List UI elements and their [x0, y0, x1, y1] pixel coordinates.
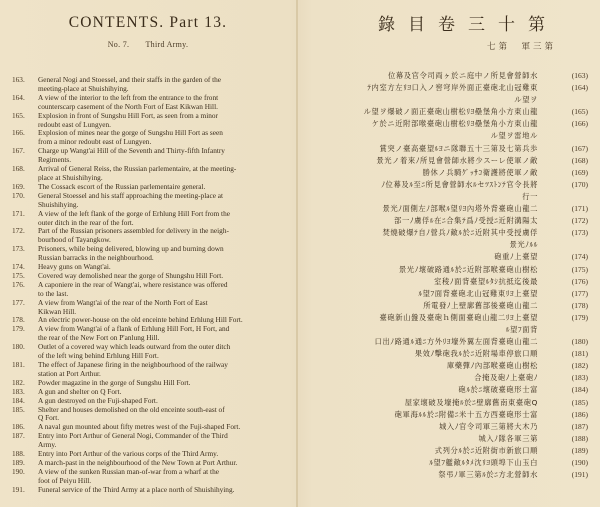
entry-text: meeting-place at Shuishihying.	[38, 83, 129, 93]
entry-text: Heavy guns on Wangt'ai.	[38, 262, 111, 272]
japanese-entry-number: (183)	[571, 373, 588, 383]
entry-text: Explosion in front of Sungshu Hill Fort, as seen from a minor	[38, 110, 218, 120]
japanese-entry	[318, 276, 588, 288]
japanese-subtitle: 七第 軍三第	[486, 42, 556, 52]
japanese-entry	[318, 118, 588, 130]
japanese-entry	[318, 288, 588, 300]
japanese-entry	[318, 348, 588, 360]
japanese-entry-number: (167)	[571, 143, 588, 153]
japanese-entry-number: (185)	[571, 397, 588, 407]
japanese-entry	[318, 239, 588, 251]
entry-text: Entry into Port Arthur of General Nogi, Commander of the Third	[38, 431, 228, 441]
japanese-entry-number: (187)	[571, 421, 588, 431]
entry-text: The Cossack escort of the Russian parlementaire general.	[38, 181, 206, 191]
japanese-entry-number: (177)	[571, 288, 588, 298]
japanese-entry-text: 賞突ノ臺高臺望ﾙﾖニ隊聯五十三第及七第兵歩	[379, 143, 538, 153]
japanese-entry-number: (178)	[571, 300, 588, 310]
entry-text: An electric power-house on the old enceinte behind Erhlung Hill Fort.	[38, 315, 243, 325]
japanese-entry-number: (189)	[571, 445, 588, 455]
entry-text: the rear of the New Fort on P'anlung Hill.	[38, 333, 160, 343]
japanese-entry-text: 所電發ﾉ上壁廓舊部後臺砲山龍二	[423, 300, 538, 310]
japanese-entry-number: (180)	[571, 337, 588, 347]
japanese-entry-text: 口出ﾉ路通ﾙ通ﾆ方外ﾘﾖ壕外翼左面背臺砲山龍二	[374, 337, 538, 347]
entry-number: 183.	[12, 386, 25, 396]
right-page	[298, 0, 600, 507]
entry-text: outer ditch in the rear of the fort.	[38, 217, 134, 227]
entry-number: 179.	[12, 324, 25, 334]
entry-text: Entry into Port Arthur of the various corps of the Third Army.	[38, 449, 219, 459]
japanese-entry	[318, 312, 588, 324]
entry-text: A view of the sunken Russian man-of-war from a wharf at the	[38, 466, 219, 476]
japanese-entry-text: 位幕及官令司両ヶ於ニ庭中ノ所見會營師水	[387, 71, 538, 80]
entry-text: A view of the interior to the left from the entrance to the front	[38, 92, 219, 102]
japanese-entry	[318, 300, 588, 312]
entry-text: A march-past in the neighbourhood of the New Town at Port Arthur.	[38, 457, 238, 467]
entry-text: to the last.	[38, 288, 69, 298]
entry-text: Regiments.	[38, 155, 72, 165]
japanese-entry	[318, 203, 588, 215]
entry-number: 188.	[12, 449, 25, 459]
entry-number: 182.	[12, 377, 25, 387]
japanese-entry-text: 勝休ノ兵騎ｸﾞｯｻｺ衛護將使軍ノ敵	[422, 167, 538, 177]
japanese-entry-text: 景光ノ着來ﾉ所見會營師水將少スーレ使軍ノ敵	[376, 155, 538, 165]
japanese-entry-number: (184)	[571, 385, 588, 395]
japanese-entry-number	[538, 130, 588, 142]
japanese-entry	[318, 469, 588, 481]
japanese-entry-text: 合掩及砲ﾉ上臺砲ﾉ	[474, 373, 538, 383]
japanese-entry-text: 砲ﾙ於ﾆ壞破臺砲形士富	[458, 385, 538, 395]
entry-text: A caponiere in the rear of Wangt'ai, where resistance was offered	[38, 279, 228, 289]
entry-number: 178.	[12, 315, 25, 325]
japanese-entry-number: (165)	[571, 107, 588, 117]
japanese-entry-text: 果效ﾉ擊砲我ﾙ於ﾆ近附場車停旅口順	[414, 349, 538, 359]
entry-text: A view from Wangt'ai of a flank of Erhlung Hill Fort, H Fort, and	[38, 324, 230, 334]
japanese-entry	[318, 324, 588, 336]
contents-entry	[12, 486, 292, 495]
entry-text: station at Port Arthur.	[38, 368, 101, 378]
entry-text: Outlet of a covered way which leads outward from the outer ditch	[38, 342, 231, 352]
entry-text: Powder magazine in the gorge of Sungshu Hill Fort.	[38, 377, 191, 387]
japanese-entry-number: (169)	[571, 167, 588, 177]
japanese-entry-text: 景光ﾉ面側左ﾉ部喉ﾙ望ﾘﾖ內塔外背臺砲山龍二	[382, 204, 538, 214]
japanese-entry-number: (166)	[571, 119, 588, 129]
japanese-entry-number: (181)	[571, 349, 588, 359]
japanese-entry-number: (173)	[571, 228, 588, 238]
entry-text: Russian barracks in the neighbourhood.	[38, 253, 154, 263]
japanese-entry	[318, 360, 588, 372]
left-page	[0, 0, 296, 507]
entry-number: 184.	[12, 395, 25, 405]
entry-number: 190.	[12, 466, 25, 476]
japanese-entry-text: 祭弔ﾉ軍三第ﾙ於ﾆ方北營師水	[438, 470, 538, 480]
japanese-entry	[318, 191, 588, 203]
japanese-entry-number: (170)	[571, 179, 588, 189]
japanese-entry	[318, 264, 588, 276]
entry-number: 180.	[12, 342, 25, 352]
entry-text: Shelter and houses demolished on the old enceinte south-east of	[38, 404, 225, 414]
japanese-entry-text: 景光ﾉﾙﾙ	[509, 240, 538, 250]
entry-number: 164.	[12, 92, 25, 102]
japanese-entry	[318, 143, 588, 155]
entry-text: A naval gun mounted about fifty metres west of the Fuji-shaped Fort.	[38, 422, 241, 432]
entry-number: 165.	[12, 110, 25, 120]
number-label: No. 7.	[107, 40, 130, 49]
japanese-entry-text: 部一ﾉ虜俘ﾙ在ﾆ合集ﾃ爲ﾉ受授ﾆ近附溝陽太	[394, 216, 538, 226]
japanese-entry	[318, 433, 588, 445]
entry-text: Q Fort.	[38, 413, 60, 423]
entry-number: 163.	[12, 75, 25, 84]
japanese-entry	[318, 421, 588, 433]
japanese-entry-text: 臺砲新山盤及臺砲ｈ側面臺砲山龍二ﾘﾖ上臺望	[379, 312, 538, 322]
japanese-entry-text: ル望ヲ	[514, 95, 538, 105]
japanese-entry	[318, 106, 588, 118]
contents-subtitle	[0, 40, 296, 49]
japanese-entry	[318, 155, 588, 167]
japanese-entry-text: 式列分ﾙ於ﾆ近附街市新旅口順	[434, 445, 538, 455]
japanese-entry-number: (171)	[571, 204, 588, 214]
japanese-entry-text: ﾙ望ﾌ艦敵ﾙﾀﾒ沈ﾘﾖ頭埠下山玉白	[429, 458, 538, 467]
contents-list	[12, 76, 292, 495]
japanese-entry-text: 庫藥彈ﾉ內部喉臺砲山樹松	[446, 361, 538, 371]
entry-number: 175.	[12, 270, 25, 280]
japanese-entry-text: ﾙ望ﾌ面背	[505, 324, 538, 334]
entry-number: 176.	[12, 279, 25, 289]
entry-text: Covered way demolished near the gorge of Shungshu Hill Fort.	[38, 270, 224, 280]
entry-number: 166.	[12, 128, 25, 138]
entry-text: General Nogi and Stoessel, and their staffs in the garden of the	[38, 75, 222, 84]
japanese-entry	[318, 82, 588, 94]
entry-text: from a minor redoubt east of Lungyen.	[38, 137, 152, 147]
japanese-entry-number: (176)	[571, 276, 588, 286]
entry-number: 171.	[12, 208, 25, 218]
japanese-entry-number: (175)	[571, 264, 588, 274]
japanese-entry	[318, 94, 588, 106]
japanese-entry	[318, 130, 588, 142]
japanese-entry	[318, 409, 588, 421]
army-label: Third Army.	[145, 40, 189, 49]
japanese-entry	[318, 227, 588, 239]
entry-number: 181.	[12, 360, 25, 369]
entry-text: redoubt east of Lungyen.	[38, 119, 111, 129]
japanese-entry-number: (179)	[571, 312, 588, 322]
entry-text: A view from Wangt'ai of the rear of the North Fort of East	[38, 297, 208, 307]
entry-number: 189.	[12, 457, 25, 467]
japanese-entry-number: (188)	[571, 433, 588, 443]
japanese-entry	[318, 336, 588, 348]
entry-text: The effect of Japanese firing in the neighbourhood of the railway	[38, 360, 228, 369]
japanese-entry-text: 行一	[522, 191, 538, 201]
japanese-entry-text: ﾙ望ﾌ面背臺砲北山冠雞東ﾘﾖ上臺望	[418, 288, 538, 298]
japanese-entry-text: 砲軍海ﾙﾙ於ﾆ附備ﾆ米十五方西臺砲形士富	[394, 409, 538, 419]
entry-text: General Stoessel and his staff approaching the meeting-place at	[38, 190, 224, 200]
entry-text: Shuishihying.	[38, 199, 79, 209]
japanese-entry-number: (191)	[571, 470, 588, 480]
japanese-entry-number: (182)	[571, 361, 588, 371]
japanese-entry	[318, 70, 588, 82]
entry-text: A gun and shelter on Q Fort.	[38, 386, 122, 396]
japanese-entry	[318, 372, 588, 384]
japanese-entry-number: (163)	[571, 71, 588, 80]
entry-text: Army.	[38, 440, 57, 450]
entry-text: bourhood of Tayangkow.	[38, 235, 111, 245]
japanese-entry-number	[538, 239, 588, 251]
entry-number: 187.	[12, 431, 25, 441]
entry-number: 185.	[12, 404, 25, 414]
entry-text: place at Shuishihying.	[38, 172, 103, 182]
japanese-contents-list	[318, 70, 588, 481]
japanese-entry-text: ﾉ位幕及ﾙ至ﾆ所見會營師水ﾙセﾂｽﾄﾝﾃ官令長將	[381, 179, 538, 189]
japanese-entry	[318, 445, 588, 457]
japanese-entry	[318, 384, 588, 396]
entry-number: 173.	[12, 244, 25, 254]
japanese-entry-number: (186)	[571, 409, 588, 419]
japanese-entry-text: 城入ﾉ隊各軍三第	[478, 433, 538, 443]
entry-text: Explosion of mines near the gorge of Sungshu Hill Fort as seen	[38, 128, 223, 138]
japanese-entry-number	[538, 94, 588, 106]
japanese-entry-number: (168)	[571, 155, 588, 165]
entry-number: 174.	[12, 262, 25, 272]
japanese-entry-number: (164)	[571, 83, 588, 93]
japanese-entry	[318, 167, 588, 179]
entry-number: 170.	[12, 190, 25, 200]
japanese-title: 錄目卷三十第	[378, 15, 558, 35]
japanese-entry-text: ル望ヲ爆破ノ面正臺砲山樹松ﾘﾖ壘堡角小方東山龍	[363, 107, 538, 117]
entry-text: counterscarp casement of the North Fort of East Kikwan Hill.	[38, 101, 218, 111]
japanese-entry-number: (174)	[571, 252, 588, 262]
entry-text: of the left wing behind Erhlung Hill Fort.	[38, 351, 159, 361]
japanese-entry-text: ﾃ内室方左ﾘﾖ口入ノ窖穹岸外面正臺砲北山冠雞東	[367, 83, 538, 93]
entry-text: Prisoners, while being delivered, blowing up and burning down	[38, 244, 224, 254]
japanese-entry	[318, 397, 588, 409]
japanese-entry-text: 屋家壞破及壕掩ﾙ於ﾆ壁廓舊南東臺砲Q	[404, 397, 538, 407]
japanese-entry-text: ル望ヲ雷地ル	[490, 131, 538, 141]
japanese-entry-text: 景光ﾉ壞破路通ﾙ於ﾆ近附部喉臺砲山樹松	[398, 264, 538, 274]
japanese-entry-number	[538, 191, 588, 203]
entry-number: 168.	[12, 164, 25, 174]
entry-text: A view of the left flank of the gorge of Erhlung Hill Fort from the	[38, 208, 230, 218]
entry-text: Arrival of General Reiss, the Russian parlementaire, at the meeting-	[38, 164, 237, 174]
contents-title: CONTENTS. Part 13.	[68, 14, 228, 31]
japanese-entry	[318, 179, 588, 191]
entry-text: Kikwan Hill.	[38, 306, 77, 316]
japanese-entry-text: 焚燒破爆ﾃ自ﾉ營兵ﾉ敵ﾙ於ﾆ近附其中受授虜俘	[382, 228, 538, 238]
japanese-entry-number	[538, 324, 588, 336]
entry-text: foot of Peiyu Hill.	[38, 475, 92, 485]
japanese-entry-text: 城入ﾉ官令司軍三第將大木乃	[438, 421, 538, 431]
entry-number: 177.	[12, 297, 25, 307]
entry-text: Funeral service of the Third Army at a place north of Shuishihying.	[38, 484, 235, 494]
japanese-entry-text: 室稜ﾉ面背臺望ﾙﾀｼ抗抵迄後最	[434, 276, 538, 286]
entry-text: A gun destroyed on the Fuji-shaped Fort.	[38, 395, 158, 405]
japanese-entry	[318, 457, 588, 469]
entry-number: 167.	[12, 146, 25, 156]
japanese-entry-number: (172)	[571, 216, 588, 226]
entry-number: 169.	[12, 181, 25, 191]
entry-text: Charge up Wangt'ai Hill of the Seventh and Thirty-fifth Infantry	[38, 146, 225, 156]
entry-text: Part of the Russian prisoners assembled for delivery in the neigh-	[38, 226, 229, 236]
japanese-entry-text: ケ於ニ近附部喉臺砲山樹松ﾘﾖ壘堡角小方東山龍	[371, 119, 538, 129]
japanese-entry	[318, 251, 588, 263]
japanese-entry	[318, 215, 588, 227]
japanese-entry-number: (190)	[571, 458, 588, 467]
entry-number: 172.	[12, 226, 25, 236]
entry-number: 186.	[12, 422, 25, 432]
entry-number: 191.	[12, 484, 25, 494]
japanese-entry-text: 砲重ﾉ上臺望	[494, 252, 538, 262]
